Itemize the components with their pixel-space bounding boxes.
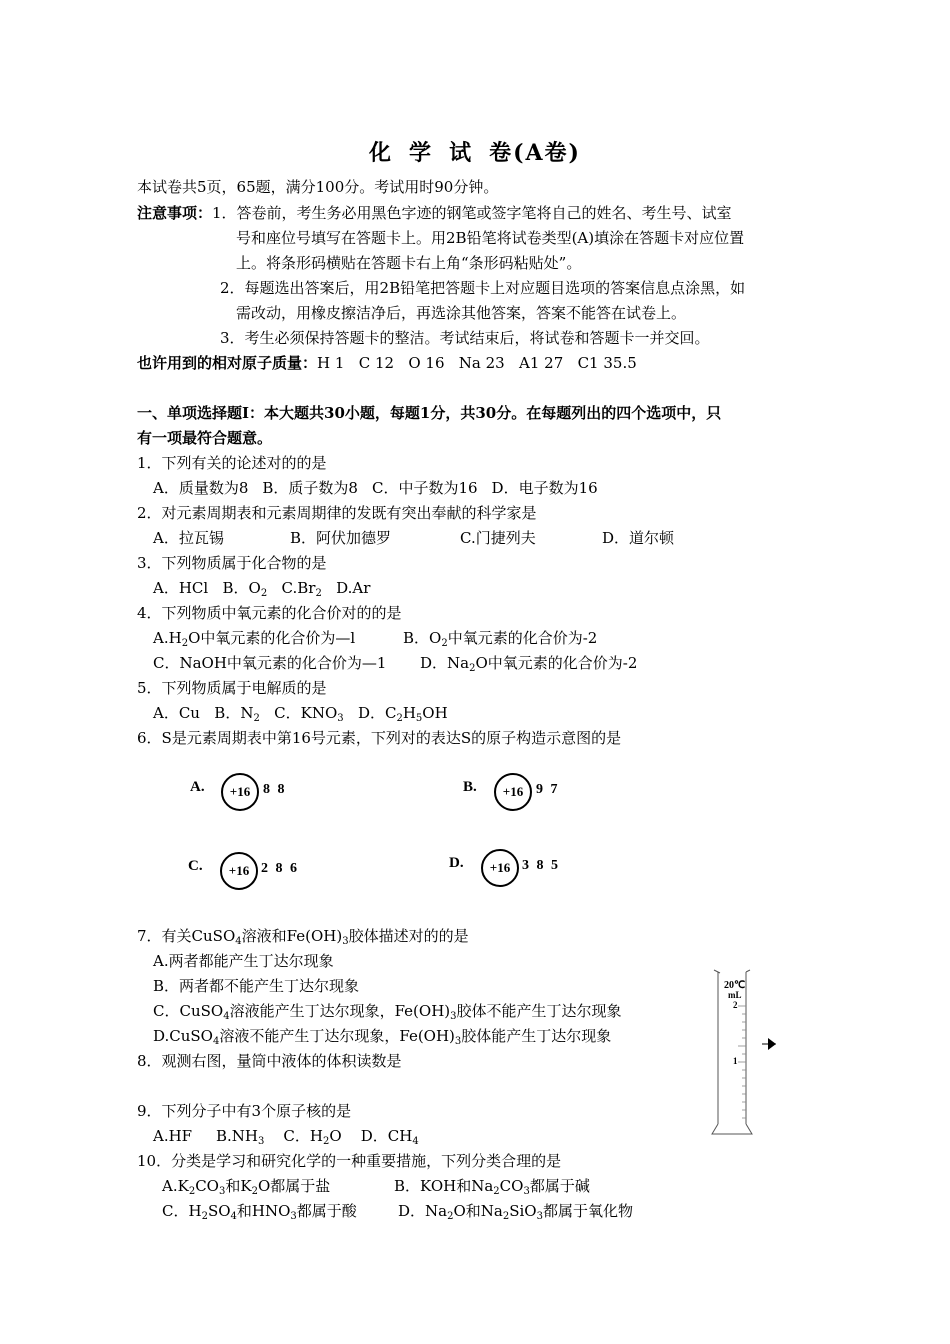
q6-option-c-shells: 2 8 6 bbox=[261, 861, 297, 876]
q2-option-b: B．阿伏加德罗 bbox=[290, 529, 392, 547]
q10-a-sub3: 2 bbox=[251, 1186, 258, 1197]
q6-option-d-shells: 3 8 5 bbox=[522, 858, 558, 873]
q10-b-text1: B．KOH和Na bbox=[394, 1177, 494, 1195]
q10-c-text1: C．H bbox=[162, 1202, 202, 1220]
q5-d-text1: D．C bbox=[357, 704, 397, 722]
exam-intro: 本试卷共5页，65题，满分100分。考试用时90分钟。 bbox=[137, 178, 499, 196]
q10-d-text3: SiO bbox=[509, 1202, 537, 1220]
q9-c-text1: C．H bbox=[283, 1127, 323, 1145]
q6-option-b-shells: 9 7 bbox=[536, 782, 558, 797]
q2-option-c: C.门捷列夫 bbox=[460, 529, 536, 547]
q10-d-sub2: 2 bbox=[502, 1211, 510, 1222]
q9-c-text2: O bbox=[329, 1127, 342, 1145]
q7-option-b: B．两者都不能产生丁达尔现象 bbox=[153, 977, 360, 995]
q10-c-text3: 和HNO bbox=[236, 1202, 291, 1220]
notice-item: 1．答卷前，考生务必用黑色字迹的钢笔或签字笔将自己的姓名、考生号、试室 bbox=[212, 204, 732, 222]
cylinder-temperature: 20℃ bbox=[724, 980, 746, 991]
q10-b-sub2: 3 bbox=[523, 1186, 530, 1197]
question-8-stem: 8．观测右图，量筒中液体的体积读数是 bbox=[137, 1052, 402, 1070]
q6-option-c-nucleus: +16 bbox=[220, 852, 258, 890]
q7-option-c bbox=[153, 1001, 622, 1021]
q4-a-text2: O中氧元素的化合价为—l bbox=[188, 629, 356, 647]
q6-option-d-label: D. bbox=[449, 855, 464, 871]
q4-option-c: C．NaOH中氧元素的化合价为—1 bbox=[153, 654, 387, 672]
q3-b-sub: 2 bbox=[260, 588, 268, 599]
q6-option-b-nucleus: +16 bbox=[494, 773, 532, 811]
q10-b-text3: 都属于碱 bbox=[529, 1177, 590, 1195]
atomic-mass-values: H 1 C 12 O 16 Na 23 A1 27 C1 35.5 bbox=[317, 354, 637, 372]
title-char-4: 卷(A卷) bbox=[489, 140, 581, 166]
q5-d-sub1: 2 bbox=[396, 713, 403, 724]
q9-b-sub: 3 bbox=[257, 1136, 265, 1147]
q4-b-text1: B．O bbox=[403, 629, 442, 647]
q10-b-sub1: 2 bbox=[493, 1186, 500, 1197]
section-heading-1: 一、单项选择题Ⅰ：本大题共30小题，每题1分，共30分。在每题列出的四个选项中，只 bbox=[137, 404, 722, 422]
q1-option-a: A．质量数为8 bbox=[153, 479, 249, 497]
cylinder-mark-1: 1 bbox=[733, 1056, 738, 1066]
q5-d-sub2: 5 bbox=[415, 713, 423, 724]
question-4-stem: 4．下列物质中氧元素的化合价对的的是 bbox=[137, 604, 402, 622]
q10-c-text2: SO bbox=[207, 1202, 231, 1220]
question-5-stem: 5．下列物质属于电解质的是 bbox=[137, 679, 327, 697]
question-5-options bbox=[153, 703, 448, 723]
q9-option-b bbox=[216, 1127, 264, 1145]
q4-d-sub: 2 bbox=[469, 663, 476, 674]
q4-d-text2: O中氧元素的化合价为-2 bbox=[475, 654, 638, 672]
q3-c-sub: 2 bbox=[315, 588, 322, 599]
question-9-options bbox=[153, 1126, 419, 1146]
q5-d-text3: OH bbox=[422, 704, 448, 722]
q10-option-c bbox=[162, 1201, 357, 1221]
q7-d-text1: D.CuSO bbox=[153, 1027, 213, 1045]
title-char-2: 学 bbox=[409, 140, 434, 166]
q7-c-sub2: 3 bbox=[450, 1011, 457, 1022]
question-2-stem: 2．对元素周期表和元素周期律的发既有突出奉献的科学家是 bbox=[137, 504, 537, 522]
q10-option-a bbox=[162, 1176, 330, 1196]
question-1-options bbox=[153, 478, 598, 498]
question-10-stem: 10．分类是学习和研究化学的一种重要措施，下列分类合理的是 bbox=[137, 1152, 562, 1170]
question-6-stem: 6．S是元素周期表中第16号元素，下列对的表达S的原子构造示意图的是 bbox=[137, 729, 622, 747]
q6-option-c-label: C. bbox=[188, 858, 203, 874]
q10-d-sub3: 3 bbox=[536, 1211, 543, 1222]
q10-a-text1: A.K bbox=[162, 1177, 189, 1195]
q10-d-text2: O和Na bbox=[453, 1202, 503, 1220]
q4-b-sub: 2 bbox=[441, 638, 448, 649]
q4-option-a bbox=[153, 628, 355, 648]
q10-d-sub1: 2 bbox=[447, 1211, 454, 1222]
q5-option-a: A．Cu bbox=[153, 704, 200, 722]
q10-c-sub1: 2 bbox=[201, 1211, 208, 1222]
q4-a-text1: A.H bbox=[153, 629, 182, 647]
q9-c-sub: 2 bbox=[322, 1136, 330, 1147]
q6-option-a-shells: 8 8 bbox=[263, 782, 285, 797]
q5-d-text2: H bbox=[402, 704, 416, 722]
q7-d-text3: 胶体能产生丁达尔现象 bbox=[461, 1027, 612, 1045]
question-9-stem: 9．下列分子中有3个原子核的是 bbox=[137, 1102, 352, 1120]
q5-b-sub: 2 bbox=[253, 713, 260, 724]
page-title bbox=[0, 136, 950, 167]
q10-option-d bbox=[398, 1201, 633, 1221]
q7-c-text2: 溶液能产生丁达尔现象，Fe(OH) bbox=[229, 1002, 451, 1020]
q7-c-text3: 胶体不能产生丁达尔现象 bbox=[456, 1002, 622, 1020]
section-heading-2: 有一项最符合题意。 bbox=[137, 429, 273, 447]
q10-a-text3: 和K bbox=[225, 1177, 252, 1195]
q2-option-d: D．道尔顿 bbox=[602, 529, 675, 547]
q10-c-text4: 都属于酸 bbox=[296, 1202, 357, 1220]
question-3-stem: 3．下列物质属于化合物的是 bbox=[137, 554, 327, 572]
q7-c-sub1: 4 bbox=[223, 1011, 230, 1022]
q7-stem-text3: 胶体描述对的的是 bbox=[348, 927, 469, 945]
q5-c-text: C．KNO bbox=[274, 704, 338, 722]
atomic-mass-line bbox=[137, 353, 637, 373]
question-7-stem bbox=[137, 926, 469, 946]
q5-c-sub: 3 bbox=[337, 713, 344, 724]
notice-line-3: 上。将条形码横贴在答题卡右上角“条形码粘贴处”。 bbox=[236, 254, 582, 272]
q3-b-text: B．O bbox=[222, 579, 261, 597]
q7-option-a: A.两者都能产生丁达尔现象 bbox=[153, 952, 334, 970]
notice-line-6: 3．考生必须保持答题卡的整洁。考试结束后，将试卷和答题卡一并交回。 bbox=[220, 329, 710, 347]
notice-line-2: 号和座位号填写在答题卡上。用2B铅笔将试卷类型(A)填涂在答题卡对应位置 bbox=[236, 229, 745, 247]
q10-b-text2: CO bbox=[499, 1177, 524, 1195]
q7-d-text2: 溶液不能产生丁达尔现象，Fe(OH) bbox=[219, 1027, 455, 1045]
q3-option-a: A．HCl bbox=[153, 579, 209, 597]
q10-a-text4: O都属于盐 bbox=[257, 1177, 331, 1195]
q10-a-sub1: 2 bbox=[188, 1186, 196, 1197]
q9-option-d bbox=[361, 1127, 419, 1145]
q7-stem-sub2: 3 bbox=[342, 936, 349, 947]
q1-option-c: C．中子数为16 bbox=[371, 479, 478, 497]
q7-d-sub2: 3 bbox=[454, 1036, 462, 1047]
question-1-stem: 1．下列有关的论述对的的是 bbox=[137, 454, 327, 472]
q7-stem-text1: 7．有关CuSO bbox=[137, 927, 236, 945]
q4-option-b bbox=[403, 628, 597, 648]
title-char-1: 化 bbox=[369, 140, 394, 166]
q10-a-sub2: 3 bbox=[218, 1186, 226, 1197]
q3-option-d: D.Ar bbox=[336, 579, 371, 597]
cylinder-unit: mL bbox=[728, 990, 742, 1000]
q6-option-a-nucleus: +16 bbox=[221, 773, 259, 811]
q5-b-text: B．N bbox=[214, 704, 254, 722]
notice-line-5: 需改动，用橡皮擦洁净后，再选涂其他答案，答案不能答在试卷上。 bbox=[236, 304, 687, 322]
cylinder-mark-2: 2 bbox=[733, 1000, 738, 1010]
question-3-options bbox=[153, 578, 370, 598]
q4-d-text1: D．Na bbox=[420, 654, 470, 672]
q9-d-sub: 4 bbox=[412, 1136, 419, 1147]
q5-option-b bbox=[214, 704, 260, 722]
title-char-3: 试 bbox=[449, 140, 474, 166]
q10-c-sub3: 3 bbox=[290, 1211, 297, 1222]
q4-b-text2: 中氧元素的化合价为-2 bbox=[447, 629, 598, 647]
q1-option-b: B．质子数为8 bbox=[262, 479, 358, 497]
notice-line-4: 2．每题选出答案后，用2B铅笔把答题卡上对应题目选项的答案信息点涂黑，如 bbox=[220, 279, 746, 297]
q10-d-text1: D．Na bbox=[398, 1202, 448, 1220]
q9-d-text: D．CH bbox=[360, 1127, 413, 1145]
q4-option-d bbox=[420, 653, 637, 673]
q3-c-text: C.Br bbox=[281, 579, 316, 597]
q7-stem-sub1: 4 bbox=[235, 936, 242, 947]
q10-option-b bbox=[394, 1176, 590, 1196]
q9-b-text: B.NH bbox=[215, 1127, 258, 1145]
q3-option-c bbox=[282, 579, 322, 597]
q2-option-a: A．拉瓦锡 bbox=[153, 529, 224, 547]
q6-option-d-nucleus: +16 bbox=[481, 849, 519, 887]
q1-option-d: D．电子数为16 bbox=[491, 479, 598, 497]
q7-c-text1: C．CuSO bbox=[153, 1002, 224, 1020]
q10-c-sub2: 4 bbox=[230, 1211, 237, 1222]
q4-a-sub: 2 bbox=[181, 638, 189, 649]
q3-option-b bbox=[223, 579, 268, 597]
graduated-cylinder-drawing bbox=[708, 966, 788, 1138]
q9-option-c bbox=[283, 1127, 341, 1145]
q7-d-sub1: 4 bbox=[212, 1036, 220, 1047]
q6-option-b-label: B. bbox=[463, 779, 477, 795]
q10-a-text2: CO bbox=[195, 1177, 219, 1195]
q10-d-text4: 都属于氧化物 bbox=[542, 1202, 633, 1220]
notice-line-1 bbox=[137, 203, 732, 223]
atomic-mass-label: 也许用到的相对原子质量： bbox=[137, 354, 318, 372]
q7-option-d bbox=[153, 1026, 611, 1046]
q7-stem-text2: 溶液和Fe(OH) bbox=[241, 927, 343, 945]
q5-option-d bbox=[358, 704, 448, 722]
q9-option-a: A.HF bbox=[153, 1127, 193, 1145]
q5-option-c bbox=[274, 704, 343, 722]
notice-label: 注意事项： bbox=[137, 204, 213, 222]
q6-option-a-label: A. bbox=[190, 779, 205, 795]
graduated-cylinder-figure bbox=[708, 966, 788, 1142]
